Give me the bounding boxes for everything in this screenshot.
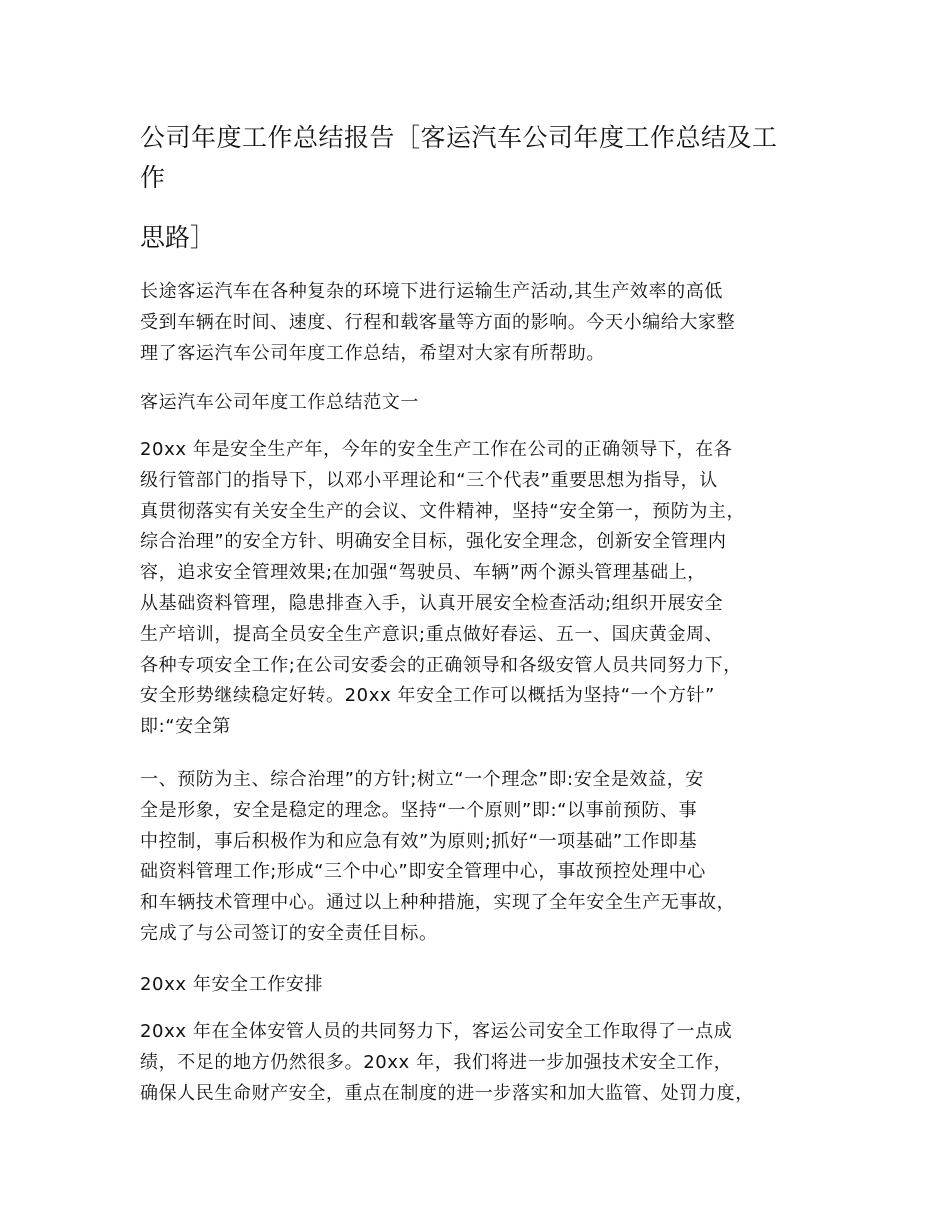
text-line: 理了客运汽车公司年度工作总结，希望对大家有所帮助。 — [140, 342, 605, 364]
text-line: 安全形势继续稳定好转。20xx 年安全工作可以概括为坚持“一个方针” — [140, 685, 715, 707]
section-heading-sample-one: 客运汽车公司年度工作总结范文一 — [140, 392, 419, 413]
text-line: 全是形象，安全是稳定的理念。坚持“一个原则”即:“以事前预防、事 — [140, 799, 698, 821]
text-line: 真贯彻落实有关安全生产的会议、文件精神，坚持“安全第一，预防为主， — [140, 500, 746, 522]
text-line: 绩，不足的地方仍然很多。20xx 年，我们将进一步加强技术安全工作， — [140, 1051, 733, 1073]
text-line: 综合治理”的安全方针、明确安全目标，强化安全理念，创新安全管理内 — [140, 531, 727, 553]
text-line: 容，追求安全管理效果;在加强“驾驶员、车辆”两个源头管理基础上， — [140, 562, 706, 584]
text-line: 级行管部门的指导下，以邓小平理论和“三个代表”重要思想为指导，认 — [140, 469, 718, 491]
text-line: 础资料管理工作;形成“三个中心”即安全管理中心，事故预控处理中心 — [140, 861, 706, 883]
text-line: 中控制，事后积极作为和应急有效”为原则;抓好“一项基础”工作即基 — [140, 830, 698, 852]
section-heading-safety-plan: 20xx 年安全工作安排 — [140, 974, 324, 995]
text-line: 各种专项安全工作;在公司安委会的正确领导和各级安管人员共同努力下， — [140, 654, 742, 676]
text-line: 20xx 年在全体安管人员的共同努力下，客运公司安全工作取得了一点成 — [140, 1021, 733, 1042]
intro-paragraph — [140, 277, 830, 369]
text-line: 完成了与公司签订的安全责任目标。 — [140, 922, 438, 944]
text-line: 长途客运汽车在各种复杂的环境下进行运输生产活动,其生产效率的高低 — [140, 281, 723, 302]
text-line: 生产培训，提高全员安全生产意识;重点做好春运、五一、国庆黄金周、 — [140, 623, 724, 645]
text-line: 和车辆技术管理中心。通过以上种种措施，实现了全年安全生产无事故， — [140, 892, 736, 914]
paragraph-summary-one — [140, 435, 830, 743]
title-line: 公司年度工作总结报告［客运汽车公司年度工作总结及工 — [140, 123, 778, 152]
text-line: 一、预防为主、综合治理”的方针;树立“一个理念”即:安全是效益，安 — [140, 769, 704, 790]
paragraph-safety-plan — [140, 1017, 830, 1109]
text-line: 确保人民生命财产安全，重点在制度的进一步落实和加大监管、处罚力度， — [140, 1082, 754, 1104]
title-line: 作 — [140, 163, 166, 192]
text-line: 从基础资料管理，隐患排查入手，认真开展安全检查活动;组织开展安全 — [140, 592, 724, 614]
text-line: 即:“安全第 — [140, 716, 231, 738]
title-continuation: 思路］ — [140, 223, 216, 252]
text-line: 20xx 年是安全生产年，今年的安全生产工作在公司的正确领导下，在各 — [140, 439, 733, 460]
text-line: 受到车辆在时间、速度、行程和载客量等方面的影响。今天小编给大家整 — [140, 311, 736, 333]
paragraph-summary-two — [140, 765, 830, 950]
document-title — [140, 118, 830, 198]
